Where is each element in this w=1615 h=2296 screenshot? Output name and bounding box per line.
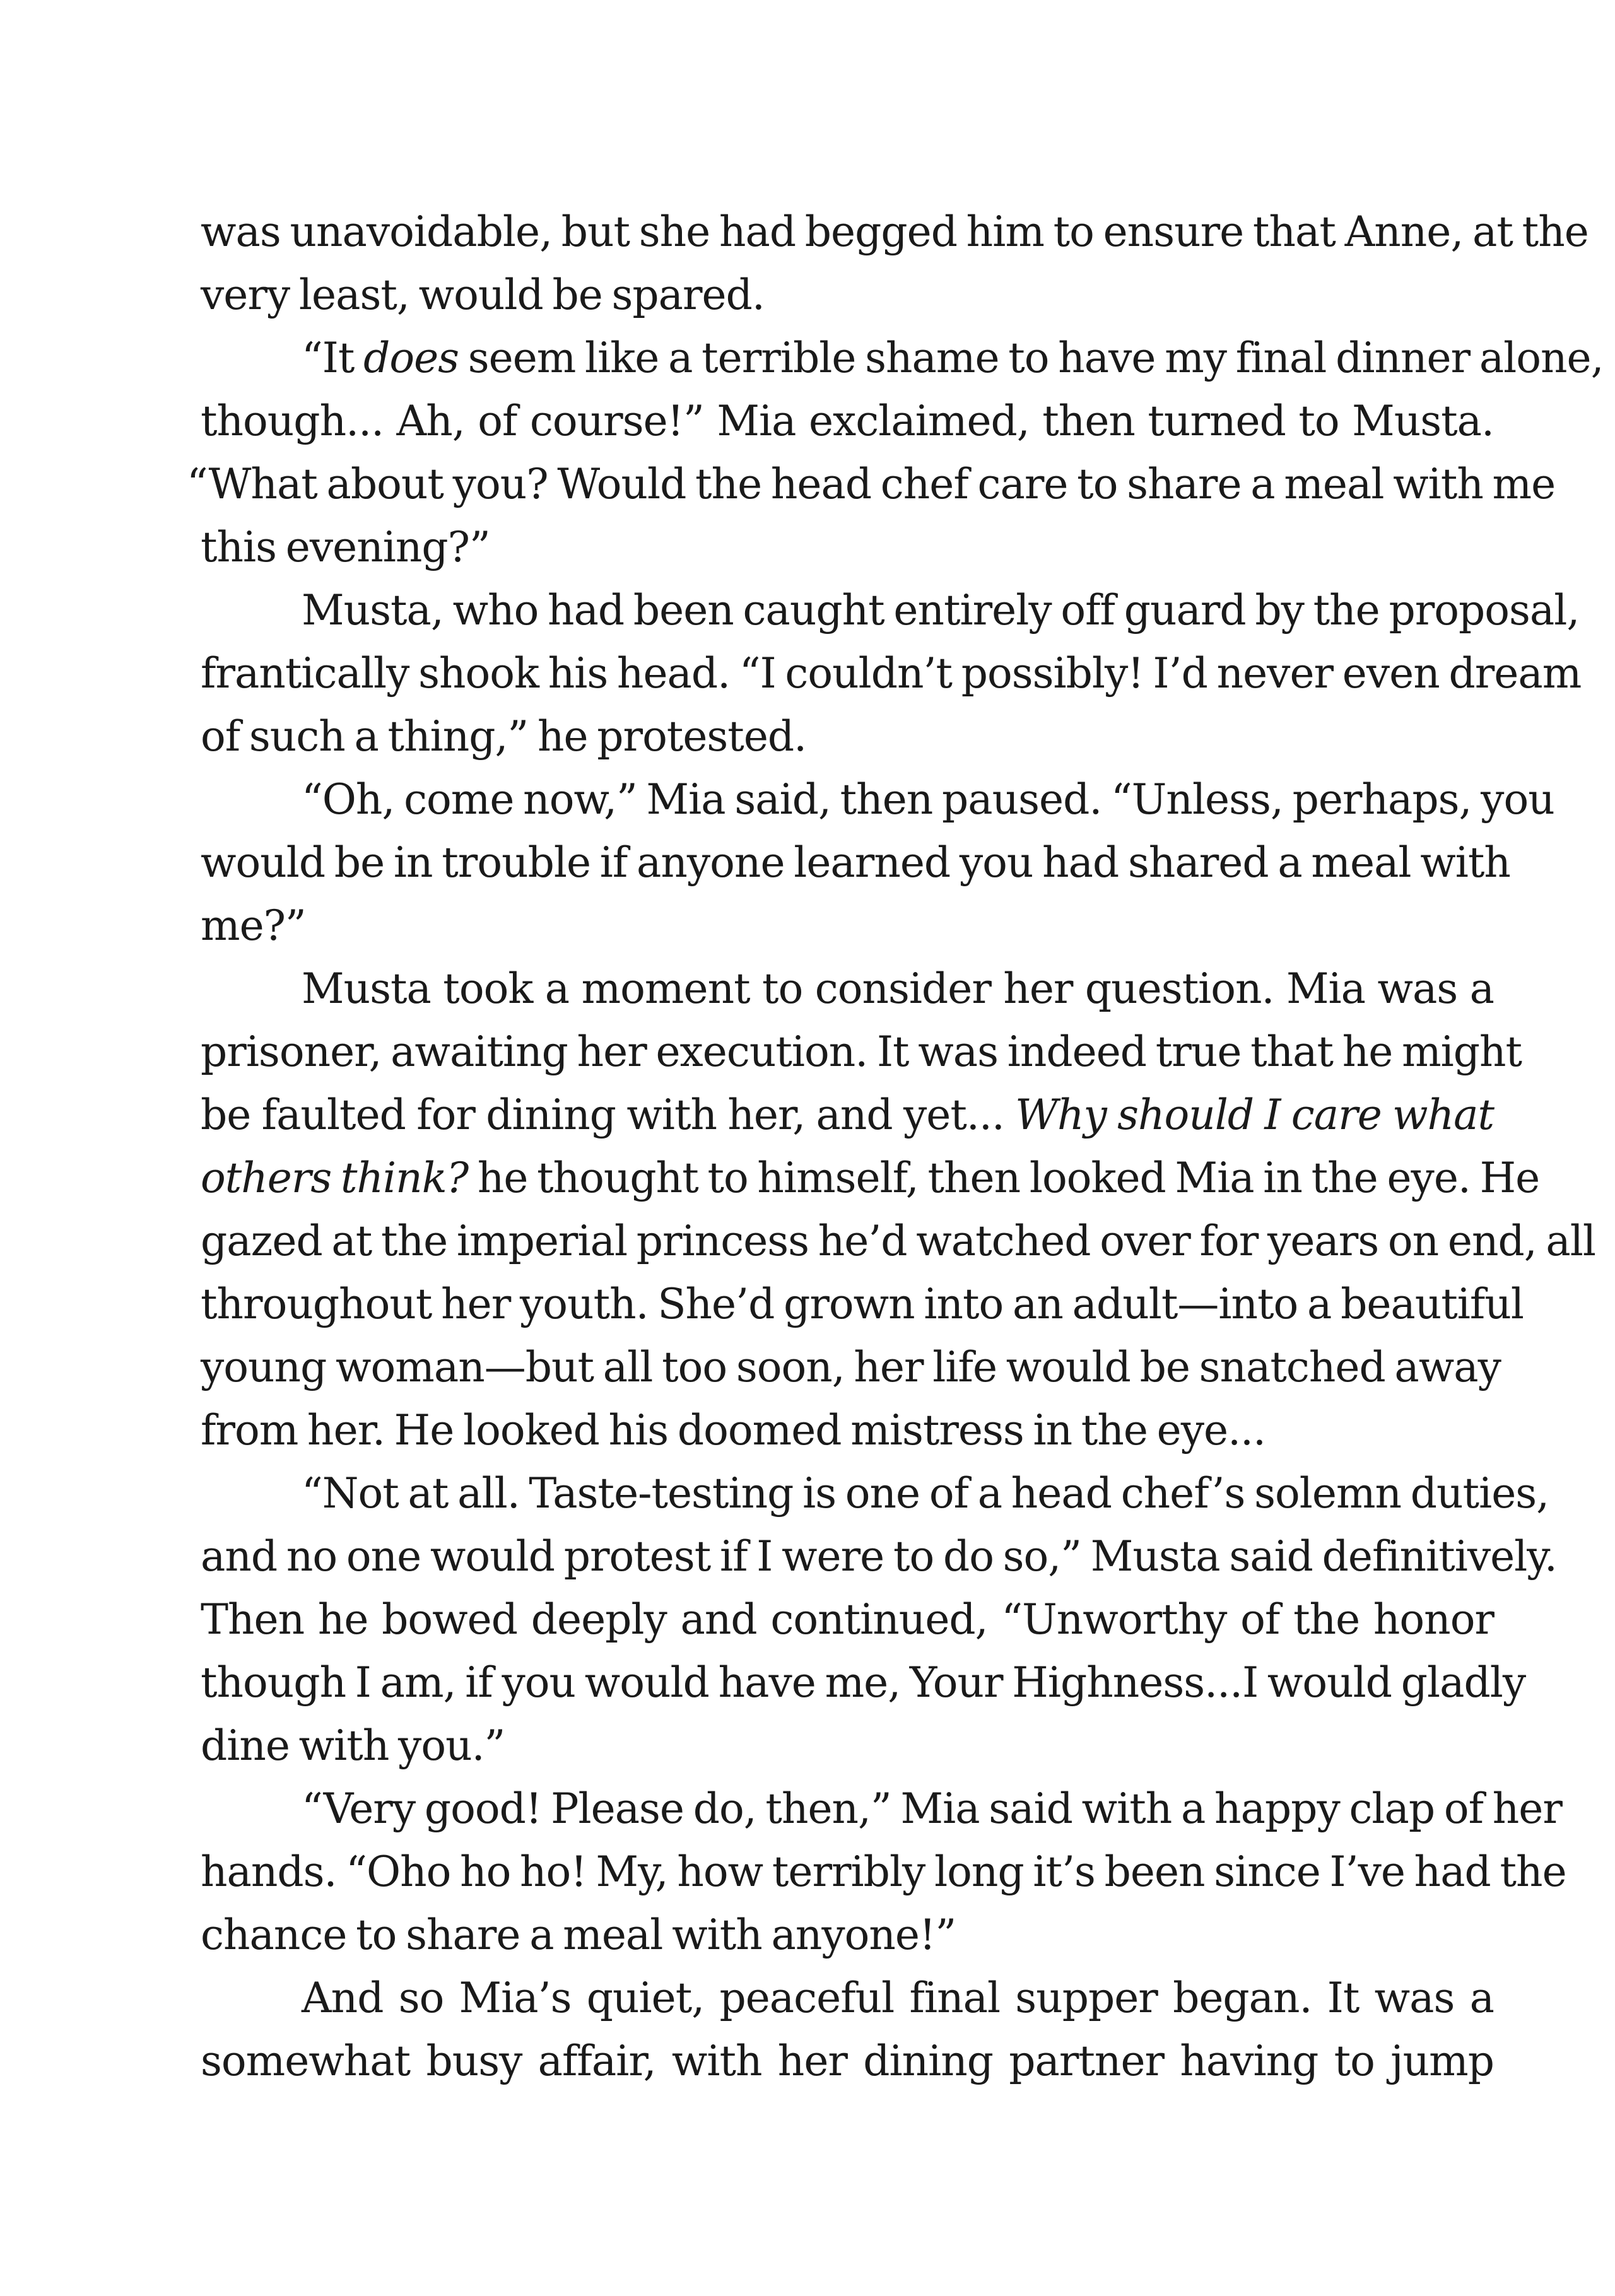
paragraph-line: [201, 1525, 1557, 1588]
body-text: [187, 201, 1604, 2093]
paragraph-line: [201, 768, 1554, 831]
text-run: would be in trouble if anyone learned you had shared a meal with: [201, 838, 1510, 887]
paragraph-line: [187, 453, 1556, 516]
text-run: “What about you? Would the head chef care to share a meal with me: [187, 460, 1556, 508]
text-run: Musta, who had been caught entirely off guard by the proposal,: [302, 586, 1580, 635]
text-run: “Very good! Please do, then,” Mia said with a happy clap of her: [302, 1784, 1562, 1833]
paragraph-line: [201, 1778, 1562, 1841]
paragraph-line: [201, 1651, 1526, 1714]
text-run: seem like a terrible shame to have my final dinner alone,: [459, 334, 1604, 382]
paragraph-line: [201, 1967, 1494, 2030]
paragraph-line: [201, 1588, 1494, 1651]
paragraph-line: [201, 264, 1494, 327]
text-run: dine with you.”: [201, 1721, 505, 1770]
text-run: Then he bowed deeply and continued, “Unworthy of the honor: [201, 1595, 1494, 1644]
paragraph-line: [201, 1841, 1566, 1904]
text-run: and no one would protest if I were to do so,” Musta said definitively.: [201, 1532, 1557, 1581]
paragraph-line: [201, 642, 1582, 705]
paragraph-line: [201, 390, 1494, 453]
paragraph-line: [201, 831, 1510, 894]
text-run: this evening?”: [201, 523, 490, 571]
italic-text-run: does: [363, 334, 459, 382]
text-run: from her. He looked his doomed mistress in the eye...: [201, 1406, 1266, 1455]
text-run: “Not at all. Taste-testing is one of a head chef’s solemn duties,: [302, 1469, 1549, 1518]
italic-text-run: Why should I care what: [1015, 1091, 1494, 1139]
paragraph-line: [201, 327, 1604, 390]
text-run: “Oh, come now,” Mia said, then paused. “Unless, perhaps, you: [302, 775, 1554, 824]
italic-text-run: others think?: [201, 1154, 469, 1202]
paragraph-line: [201, 1084, 1494, 1147]
text-run: he thought to himself, then looked Mia in the eye. He: [468, 1154, 1540, 1202]
paragraph-line: [201, 1147, 1540, 1210]
paragraph-line: [201, 894, 1494, 958]
text-run: very least, would be spared.: [201, 271, 765, 319]
paragraph-line: [201, 1210, 1596, 1273]
paragraph-line: [201, 516, 1494, 579]
text-run: throughout her youth. She’d grown into an adult—into a beautiful: [201, 1280, 1524, 1328]
text-run: hands. “Oho ho ho! My, how terribly long it’s been since I’ve had the: [201, 1848, 1566, 1896]
paragraph-line: [201, 1273, 1524, 1336]
paragraph-line: [201, 1462, 1549, 1525]
text-run: gazed at the imperial princess he’d watched over for years on end, all: [201, 1217, 1596, 1265]
paragraph-line: [201, 1021, 1522, 1084]
text-run: was unavoidable, but she had begged him to ensure that Anne, at the: [201, 208, 1589, 256]
paragraph-line: [201, 1336, 1501, 1399]
text-run: chance to share a meal with anyone!”: [201, 1911, 956, 1959]
text-run: though I am, if you would have me, Your Highness...I would gladly: [201, 1658, 1526, 1707]
text-run: be faulted for dining with her, and yet...: [201, 1091, 1016, 1139]
paragraph-line: [201, 1714, 1494, 1778]
paragraph-line: [201, 2030, 1494, 2093]
text-run: of such a thing,” he protested.: [201, 712, 807, 761]
text-run: “It: [302, 334, 364, 382]
paragraph-line: [201, 705, 1494, 768]
text-run: frantically shook his head. “I couldn’t possibly! I’d never even dream: [201, 649, 1582, 698]
text-run: And so Mia’s quiet, peaceful final supper began. It was a: [302, 1974, 1494, 2022]
text-run: though... Ah, of course!” Mia exclaimed, then turned to Musta.: [201, 397, 1494, 445]
text-run: Musta took a moment to consider her question. Mia was a: [302, 964, 1494, 1013]
text-run: prisoner, awaiting her execution. It was indeed true that he might: [201, 1028, 1522, 1076]
paragraph-line: [201, 579, 1580, 642]
text-run: young woman—but all too soon, her life would be snatched away: [201, 1343, 1501, 1391]
paragraph-line: [201, 201, 1589, 264]
text-run: me?”: [201, 901, 306, 950]
paragraph-line: [201, 1904, 1494, 1967]
text-run: somewhat busy affair, with her dining partner having to jump: [201, 2037, 1494, 2085]
paragraph-line: [201, 1399, 1494, 1462]
paragraph-line: [201, 958, 1494, 1021]
